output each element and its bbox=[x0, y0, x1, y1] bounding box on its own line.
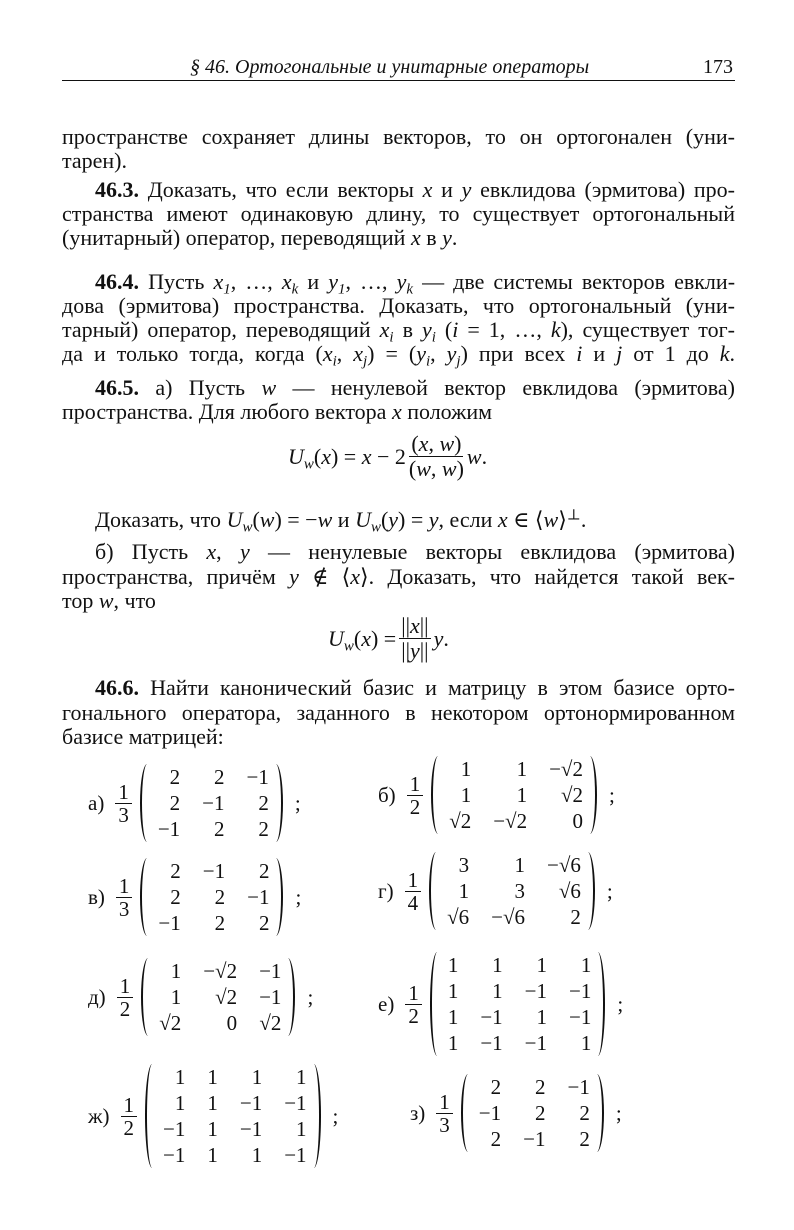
matrix-cell: −1 bbox=[478, 1101, 502, 1125]
matrix-cell: −1 bbox=[284, 1143, 307, 1167]
matrix-cell: −1 bbox=[524, 979, 548, 1003]
denominator: 4 bbox=[407, 890, 419, 915]
matrix-item bbox=[410, 1074, 622, 1152]
formula-householder bbox=[288, 432, 487, 481]
matrix-cell: −1 bbox=[523, 1127, 546, 1151]
matrix-row bbox=[445, 782, 583, 808]
text-line-content: дова (эрмитова) пространства. Доказать, что ортогональный (уни- bbox=[62, 293, 735, 318]
fraction bbox=[409, 432, 464, 481]
text-line bbox=[62, 589, 735, 613]
matrix-cell: −1 bbox=[246, 765, 269, 789]
matrix-cell: √2 bbox=[560, 783, 583, 807]
matrix-cell: 1 bbox=[580, 1031, 592, 1055]
matrix-cell: 1 bbox=[207, 1143, 218, 1167]
matrix-label: е) bbox=[378, 991, 395, 1016]
matrix-row bbox=[154, 884, 269, 910]
section-title: § 46. Ортогональные и унитарные операторы bbox=[190, 56, 590, 78]
matrix-cell: 2 bbox=[169, 791, 181, 815]
matrix-row bbox=[155, 958, 281, 984]
matrix-row bbox=[159, 1090, 307, 1116]
denominator: ||y|| bbox=[401, 638, 429, 663]
text-line-content: Пусть $x_1$, …, $x_k$ и $y_1$, …, $y_k$ — две системы векторов евкли- bbox=[139, 269, 736, 298]
problem-number: 46.3. bbox=[95, 177, 139, 202]
matrix-label: ж) bbox=[88, 1103, 110, 1128]
numerator: 1 bbox=[405, 869, 422, 892]
matrix-cell: −1 bbox=[247, 885, 270, 909]
numerator: 1 bbox=[121, 1094, 138, 1117]
semicolon: ; bbox=[606, 878, 613, 903]
matrix-cell: −1 bbox=[480, 1031, 503, 1055]
denominator: (w, w) bbox=[408, 456, 464, 481]
matrix-cell: −1 bbox=[524, 1031, 548, 1055]
matrix-row bbox=[445, 808, 583, 834]
matrix-row bbox=[154, 910, 269, 936]
matrix-cell: −1 bbox=[480, 1005, 503, 1029]
matrix-cell: 1 bbox=[207, 1117, 218, 1141]
matrix-cell: 1 bbox=[516, 783, 528, 807]
semicolon: ; bbox=[332, 1103, 339, 1128]
text-line bbox=[95, 376, 735, 400]
matrix-scalar bbox=[436, 1091, 453, 1136]
matrix-cell: √2 bbox=[259, 1011, 282, 1035]
matrix-cell: 1 bbox=[447, 1031, 459, 1055]
matrix-label: з) bbox=[410, 1100, 426, 1125]
matrix-item bbox=[88, 764, 301, 842]
matrix-scalar bbox=[405, 982, 422, 1027]
matrix-cell: √6 bbox=[558, 879, 581, 903]
matrix-cell: −√2 bbox=[203, 959, 238, 983]
matrix-row bbox=[444, 1030, 592, 1056]
text-line bbox=[95, 540, 735, 564]
semicolon: ; bbox=[307, 984, 314, 1009]
text-line bbox=[95, 269, 736, 298]
matrix-cell: 1 bbox=[296, 1117, 307, 1141]
matrix-item bbox=[88, 858, 301, 936]
matrix-body bbox=[143, 1064, 323, 1168]
text-line bbox=[62, 294, 735, 318]
denominator: 3 bbox=[439, 1112, 450, 1137]
semicolon: ; bbox=[294, 790, 301, 815]
matrix-body bbox=[459, 1074, 606, 1152]
matrix-cell: 0 bbox=[572, 809, 583, 833]
matrix-cell: 1 bbox=[174, 1065, 186, 1089]
matrix-cell: 1 bbox=[460, 783, 472, 807]
matrix-cell: 2 bbox=[490, 1075, 502, 1099]
matrix-cell: −1 bbox=[158, 911, 181, 935]
matrix-row bbox=[443, 878, 581, 904]
matrix-row bbox=[159, 1116, 307, 1142]
matrix-cell: 1 bbox=[536, 1005, 548, 1029]
fraction bbox=[399, 614, 430, 663]
matrix-row bbox=[159, 1142, 307, 1168]
matrix-cell: 0 bbox=[226, 1011, 238, 1035]
matrix-row bbox=[443, 904, 581, 930]
matrix-cell: −1 bbox=[239, 1091, 263, 1115]
formula-lhs: $U_w(x)$ = bbox=[328, 625, 397, 654]
numerator: 1 bbox=[115, 781, 132, 804]
text-line-content: странства имеют одинаковую длину, то существует ортогональный bbox=[62, 201, 735, 226]
matrix-cell: −√6 bbox=[491, 905, 526, 929]
text-line bbox=[95, 507, 735, 536]
matrix-row bbox=[155, 984, 281, 1010]
matrix-cell: 2 bbox=[534, 1075, 546, 1099]
running-header bbox=[62, 54, 735, 81]
matrix-item bbox=[88, 958, 313, 1036]
text-line-content: да и только тогда, когда ($x_i$, $x_j) = (y_i$, $y_j$) при всех i и j от 1 до k. bbox=[62, 341, 736, 370]
matrix-cell: 1 bbox=[296, 1065, 307, 1089]
semicolon: ; bbox=[608, 782, 615, 807]
matrix-cell: 2 bbox=[170, 885, 181, 909]
denominator: 2 bbox=[409, 794, 421, 819]
matrix-cell: 1 bbox=[447, 953, 459, 977]
matrix-cell: −1 bbox=[163, 1117, 186, 1141]
matrix-cell: 1 bbox=[251, 1143, 263, 1167]
matrix-item bbox=[378, 852, 613, 930]
page-number: 173 bbox=[703, 56, 733, 78]
matrix-cell: 1 bbox=[251, 1065, 263, 1089]
matrix-cell: −1 bbox=[567, 1075, 590, 1099]
matrix-label: б) bbox=[378, 782, 396, 807]
matrix-cell: 1 bbox=[492, 953, 503, 977]
matrix-cell: 1 bbox=[458, 879, 470, 903]
matrix-cell: 2 bbox=[214, 885, 226, 909]
matrix-cell: −1 bbox=[163, 1143, 186, 1167]
matrix-cell: √2 bbox=[215, 985, 238, 1009]
matrix-cell: 2 bbox=[570, 905, 581, 929]
numerator: 1 bbox=[117, 975, 134, 998]
problem-number: 46.6. bbox=[95, 675, 139, 700]
matrix-body bbox=[429, 756, 599, 834]
matrix-cell: 1 bbox=[492, 979, 503, 1003]
matrix-row bbox=[154, 790, 269, 816]
matrix-body bbox=[428, 952, 608, 1056]
matrix-cell: −√6 bbox=[547, 853, 581, 877]
text-line-content: тарен). bbox=[62, 148, 128, 173]
text-line bbox=[62, 202, 735, 226]
matrix-cell: 1 bbox=[447, 979, 459, 1003]
matrix-cell: −1 bbox=[202, 859, 226, 883]
matrix-cell: −1 bbox=[569, 979, 592, 1003]
text-line-content: пространстве сохраняет длины векторов, то он ортогонален (уни- bbox=[62, 124, 735, 149]
problem-number: 46.5. bbox=[95, 375, 139, 400]
matrix-cell: 1 bbox=[514, 853, 526, 877]
matrix-label: в) bbox=[88, 884, 105, 909]
numerator: (x, w) bbox=[411, 431, 462, 456]
matrix-body bbox=[138, 858, 285, 936]
matrix-cell: −1 bbox=[239, 1117, 263, 1141]
text-line bbox=[62, 341, 736, 370]
problem-number: 46.4. bbox=[95, 269, 139, 294]
text-line-content: базисе матрицей: bbox=[62, 724, 224, 749]
matrix-cell: 2 bbox=[258, 911, 270, 935]
matrix-row bbox=[154, 764, 269, 790]
matrix-row bbox=[444, 978, 592, 1004]
matrix-body bbox=[139, 958, 297, 1036]
matrix-label: а) bbox=[88, 790, 105, 815]
matrix-body bbox=[427, 852, 597, 930]
text-line bbox=[95, 676, 735, 700]
matrix-cell: 3 bbox=[514, 879, 526, 903]
matrix-cell: 2 bbox=[490, 1127, 502, 1151]
matrix-cell: 2 bbox=[169, 765, 181, 789]
semicolon: ; bbox=[615, 1100, 622, 1125]
matrix-scalar bbox=[121, 1094, 138, 1139]
text-line-content: гонального оператора, заданного в некотором ортонормированном bbox=[62, 700, 735, 725]
text-line-content: а) Пусть w — ненулевой вектор евклидова (эрмитова) bbox=[139, 375, 735, 400]
matrix-cell: 1 bbox=[516, 757, 528, 781]
matrix-cell: 2 bbox=[579, 1101, 590, 1125]
text-line bbox=[62, 725, 735, 749]
text-line-content: тор w, что bbox=[62, 588, 156, 613]
text-line-content: (унитарный) оператор, переводящий x в y. bbox=[62, 225, 458, 250]
matrix-item bbox=[378, 756, 615, 834]
matrix-row bbox=[159, 1064, 307, 1090]
numerator: 1 bbox=[407, 773, 424, 796]
matrix-cell: 1 bbox=[170, 959, 182, 983]
text-line bbox=[62, 149, 735, 173]
formula-lhs: $U_w(x) = x - 2$ bbox=[288, 443, 406, 472]
text-line bbox=[62, 400, 735, 424]
numerator: 1 bbox=[436, 1091, 453, 1114]
matrix-cell: 1 bbox=[207, 1065, 218, 1089]
matrix-cell: −1 bbox=[259, 959, 282, 983]
matrix-scalar bbox=[115, 781, 132, 826]
matrix-cell: 2 bbox=[214, 765, 225, 789]
matrix-row bbox=[155, 1010, 281, 1036]
text-line bbox=[62, 317, 735, 346]
matrix-row bbox=[443, 852, 581, 878]
matrix-row bbox=[154, 816, 269, 842]
matrix-cell: 2 bbox=[534, 1101, 546, 1125]
matrix-cell: 2 bbox=[258, 859, 270, 883]
matrix-row bbox=[475, 1126, 590, 1152]
matrix-cell: 2 bbox=[170, 859, 181, 883]
text-line bbox=[62, 701, 735, 725]
denominator: 3 bbox=[118, 802, 129, 827]
matrix-cell: 1 bbox=[536, 953, 548, 977]
text-line bbox=[95, 178, 735, 202]
text-line-content: Найти канонический базис и матрицу в этом базисе орто- bbox=[139, 675, 735, 700]
semicolon: ; bbox=[295, 884, 302, 909]
matrix-label: д) bbox=[88, 984, 106, 1009]
matrix-body bbox=[138, 764, 285, 842]
numerator: ||x|| bbox=[401, 613, 429, 638]
matrix-cell: √2 bbox=[159, 1011, 182, 1035]
matrix-cell: 1 bbox=[207, 1091, 218, 1115]
text-line-content: тарный) оператор, переводящий $x_i$ в $y_i$ (i = 1, …, k), существует тог- bbox=[62, 317, 735, 346]
matrix-cell: 2 bbox=[214, 817, 225, 841]
formula-norm-ratio bbox=[328, 614, 449, 663]
numerator: 1 bbox=[405, 982, 422, 1005]
matrix-cell: 3 bbox=[458, 853, 470, 877]
text-line-content: Доказать, что $U_w(w) = -w$ и $U_w(y) = y$, если x ∈ ⟨w⟩⊥. bbox=[95, 507, 587, 536]
matrix-cell: −√2 bbox=[493, 809, 528, 833]
matrix-row bbox=[475, 1074, 590, 1100]
formula-rhs: w. bbox=[466, 443, 488, 469]
matrix-cell: −1 bbox=[569, 1005, 592, 1029]
matrix-item bbox=[88, 1064, 338, 1168]
matrix-scalar bbox=[116, 875, 133, 920]
matrix-row bbox=[154, 858, 269, 884]
matrix-scalar bbox=[117, 975, 134, 1020]
matrix-cell: 1 bbox=[447, 1005, 459, 1029]
denominator: 2 bbox=[408, 1003, 419, 1028]
text-line bbox=[62, 565, 735, 589]
matrix-cell: 2 bbox=[214, 911, 226, 935]
matrix-row bbox=[445, 756, 583, 782]
matrix-row bbox=[475, 1100, 590, 1126]
matrix-cell: 1 bbox=[460, 757, 472, 781]
denominator: 2 bbox=[119, 996, 131, 1021]
text-line bbox=[62, 125, 735, 149]
matrix-cell: 2 bbox=[258, 817, 269, 841]
matrix-cell: √2 bbox=[449, 809, 472, 833]
matrix-cell: −1 bbox=[202, 791, 225, 815]
semicolon: ; bbox=[617, 991, 624, 1016]
text-line-content: пространства. Для любого вектора x положим bbox=[62, 399, 493, 424]
matrix-cell: −1 bbox=[284, 1091, 307, 1115]
matrix-scalar bbox=[407, 773, 424, 818]
text-line-content: пространства, причём y ∉ ⟨x⟩. Доказать, что найдется такой век- bbox=[62, 564, 736, 589]
matrix-cell: 2 bbox=[579, 1127, 590, 1151]
numerator: 1 bbox=[116, 875, 133, 898]
matrix-cell: 1 bbox=[170, 985, 182, 1009]
matrix-row bbox=[444, 952, 592, 978]
matrix-row bbox=[444, 1004, 592, 1030]
matrix-cell: 2 bbox=[258, 791, 269, 815]
matrix-label: г) bbox=[378, 878, 394, 903]
text-line-content: Доказать, что если векторы x и y евклидова (эрмитова) про- bbox=[139, 177, 735, 202]
text-line bbox=[62, 226, 735, 250]
text-line-content: б) Пусть x, y — ненулевые векторы евклидова (эрмитова) bbox=[95, 539, 736, 564]
matrix-cell: −1 bbox=[157, 817, 181, 841]
matrix-cell: −√2 bbox=[549, 757, 583, 781]
matrix-item bbox=[378, 952, 623, 1056]
matrix-cell: √6 bbox=[447, 905, 470, 929]
formula-rhs: y. bbox=[433, 625, 449, 651]
matrix-cell: −1 bbox=[259, 985, 282, 1009]
denominator: 2 bbox=[123, 1115, 135, 1140]
matrix-cell: 1 bbox=[174, 1091, 186, 1115]
denominator: 3 bbox=[118, 896, 130, 921]
matrix-cell: 1 bbox=[580, 953, 592, 977]
matrix-scalar bbox=[405, 869, 422, 914]
